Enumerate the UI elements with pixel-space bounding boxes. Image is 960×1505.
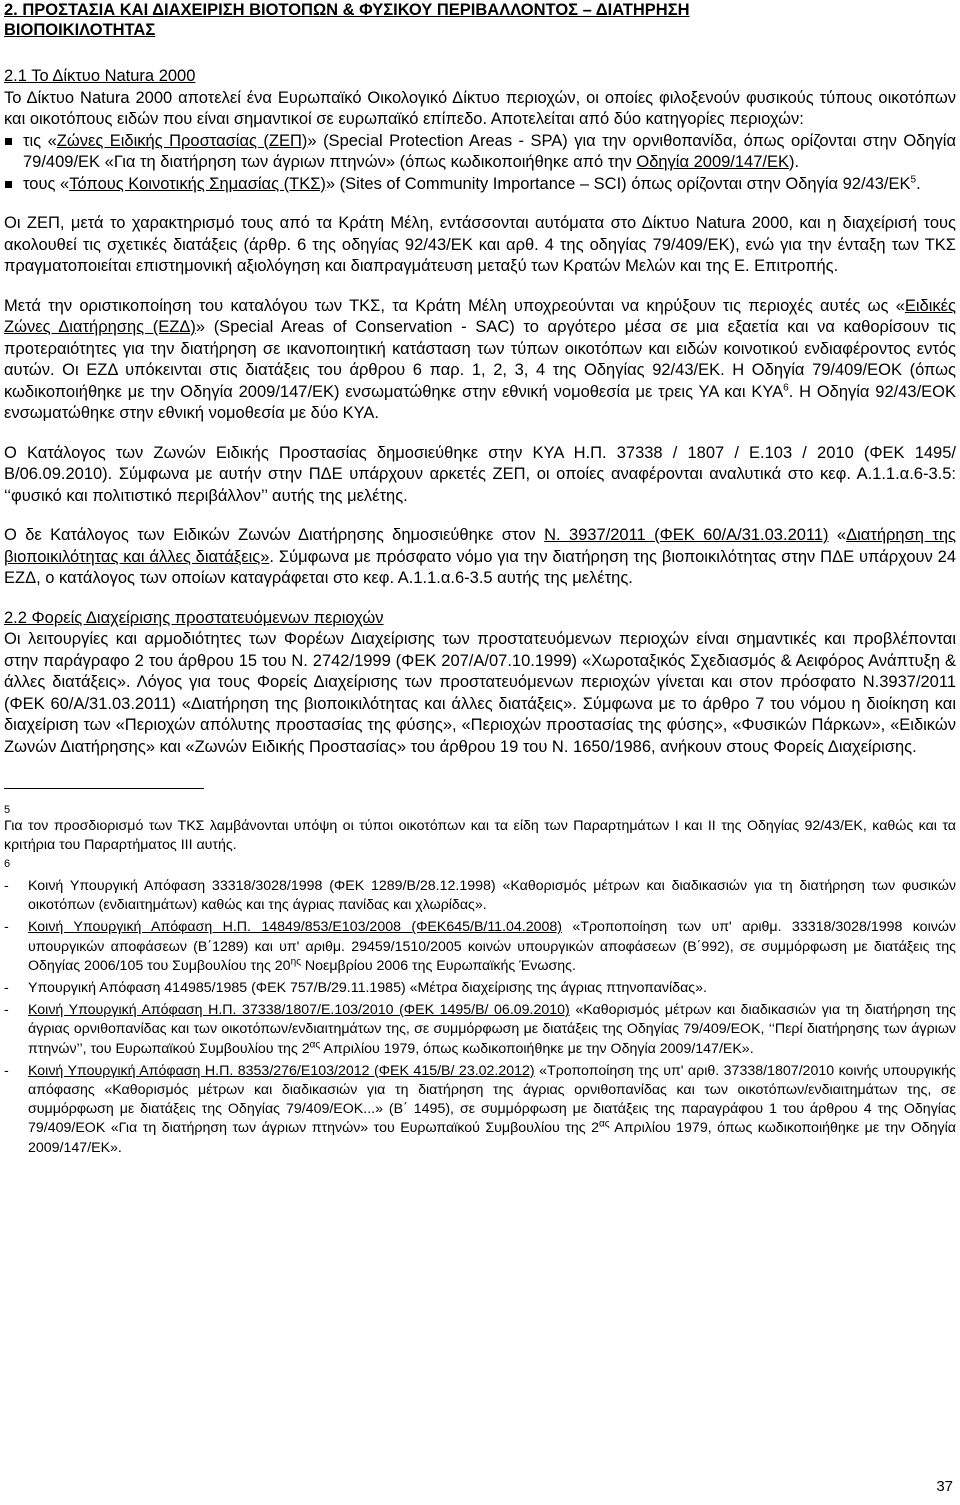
link-law-3937-2011[interactable]: Ν. 3937/2011 (ΦΕΚ 60/Α/31.03.2011) [544, 526, 829, 544]
link-kya-8353[interactable]: Κοινή Υπουργική Απόφαση Η.Π. 8353/276/Ε103/2012 (ΦΕΚ 415/Β/ 23.02.2012) [28, 1062, 535, 1079]
footnote-5-text: Για τον προσδιορισμό των ΤΚΣ λαμβάνονται υπόψη οι τύποι οικοτόπων και τα είδη των Παραρτημάτων Ι και ΙΙ της Οδηγίας 92/43/ΕΚ, καθώς και τα κριτήρια του Παραρτήματος ΙΙΙ αυτής. [4, 818, 956, 853]
footnote-6-item: - Κοινή Υπουργική Απόφαση 33318/3028/1998 (ΦΕΚ 1289/Β/28.12.1998) «Καθορισμός μέτρων και διαδικασιών για τη διατήρηση των φυσικών οικοτόπων (ενδιαιτημάτων) καθώς και της άγριας πανίδας και χλωρίδας». [4, 878, 956, 914]
ezd-catalog-paragraph: Ο δε Κατάλογος των Ειδικών Ζωνών Διατήρησης δημοσιεύθηκε στον Ν. 3937/2011 (ΦΕΚ 60/Α/31.03.2011) «Διατήρηση της βιοποικιλότητας και άλλες διατάξεις». Σύμφωνα με πρόσφατο νόμο για την διατήρηση της βιοποικιλότητας στην ΠΔΕ υπάρχουν 24 ΕΖΔ, ο κατάλογος των οποίων καταγράφεται στο κεφ. Α.1.1.α.6-3.5 αυτής της μελέτης. [4, 526, 957, 587]
footnote-6-item: - Κοινή Υπουργική Απόφαση Η.Π. 37338/1807/Ε.103/2010 (ΦΕΚ 1495/Β/ 06.09.2010) «Καθορισμός μέτρων και διαδικασιών για τη διατήρηση της άγριας ορνιθοπανίδας και των οικοτόπων/ενδιαιτημάτων της, σε συμμόρφωση με διατάξεις της Οδηγίας 79/409/ΕΟΚ, ‘‘Περί διατήρησης των άγριων πτηνών’’, του Ευρωπαϊκού Συμβουλίου της $2^{\alpha\varsigma}$ Απριλίου 1979, όπως κωδικοποιήθηκε με την Οδηγία 2009/147/ΕΚ». [4, 1002, 956, 1057]
link-directive-2009-147[interactable]: Οδηγία 2009/147/ΕΚ [636, 153, 790, 171]
bullet-square-icon [5, 138, 12, 145]
link-biodiversity-law-title[interactable]: Διατήρηση της βιοποικιλότητας και άλλες διατάξεις» [4, 526, 957, 566]
document-page [4, 0, 956, 1158]
management-bodies-paragraph: Οι λειτουργίες και αρμοδιότητες των Φορέων Διαχείρισης των προστατευόμενων περιοχών είναι σημαντικές και προβλέπονται στην παράγραφο 2 του άρθρου 15 του Ν. 2742/1999 (ΦΕΚ 207/Α/07.10.1999) «Χωροταξικός Σχεδιασμός & Αειφόρος Ανάπτυξη & άλλες διατάξεις». Λόγος για τους Φορείς Διαχείρισης των προστατευόμενων περιοχών γίνεται και στον πρόσφατο Ν.3937/2011 (ΦΕΚ 60/Α/31.03.2011) «Διατήρηση της βιοποικιλότητας και άλλες διατάξεις». Σύμφωνα με το άρθρο 7 του νόμου η διοίκηση και διαχείριση των «Περιοχών απόλυτης προστασίας της φύσης», «Περιοχών προστασίας της φύσης», «Φυσικών Πάρκων», «Ειδικών Ζωνών Διατήρησης» και «Ζωνών Ειδικής Προστασίας» του άρθρου 19 του Ν. 1650/1986, ανήκουν στους Φορείς Διαχείρισης. [4, 630, 956, 756]
chapter-heading-line-1: 2. ΠΡΟΣΤΑΣΙΑ ΚΑΙ ΔΙΑΧΕΙΡΙΣΗ ΒΙΟΤΟΠΩΝ & ΦΥΣΙΚΟΥ ΠΕΡΙΒΑΛΛΟΝΤΟΣ – ΔΙΑΤΗΡΗΣΗ [4, 1, 690, 19]
natura-intro-paragraph: Το Δίκτυο Natura 2000 αποτελεί ένα Ευρωπαϊκό Οικολογικό Δίκτυο περιοχών, οι οποίες φιλοξενούν φυσικούς τύπους οικοτόπων και οικοτόπους ειδών που είναι σημαντικοί σε ευρωπαϊκό επίπεδο. Αποτελείται από δύο κατηγορίες περιοχών: [4, 88, 956, 128]
footnote-6-item: - Υπουργική Απόφαση 414985/1985 (ΦΕΚ 757/Β/29.11.1985) «Μέτρα διαχείρισης της άγριας πτηνοπανίδας». [4, 980, 707, 997]
footnote-6-number: 6 [4, 858, 11, 870]
footnote-6-item: - Κοινή Υπουργική Απόφαση Η.Π. 8353/276/Ε103/2012 (ΦΕΚ 415/Β/ 23.02.2012) «Τροποποίηση της υπ' αριθ. 37338/1807/2010 κοινής υπουργικής απόφασης «Καθορισμός μέτρων και διαδικασιών για τη διατήρηση της άγριας ορνιθοπανίδας και των οικοτόπων/ενδιαιτημάτων της, σε συμμόρφωση με διατάξεις της Οδηγίας 79/409/ΕΟΚ...» (Β΄ 1495), σε συμμόρφωση με διατάξεις της παραγράφου 1 του άρθρου 4 της Οδηγίας 79/409/ΕΟΚ «Για τη διατήρηση των άγριων πτηνών» του Ευρωπαϊκού Συμβουλίου της $2^{\alpha\varsigma}$ Απριλίου 1979, όπως κωδικοποιήθηκε με την Οδηγία 2009/147/ΕΚ». [4, 1062, 956, 1156]
link-tks[interactable]: Τόπους Κοινοτικής Σημασίας (ΤΚΣ) [69, 174, 326, 193]
footnote-ref-6[interactable]: 6 [783, 382, 789, 393]
link-kya-37338[interactable]: Κοινή Υπουργική Απόφαση Η.Π. 37338/1807/Ε.103/2010 (ΦΕΚ 1495/Β/ 06.09.2010) [28, 1002, 570, 1019]
bullet-tks: τους «Τόπους Κοινοτικής Σημασίας (ΤΚΣ)» (Sites of Community Importance – SCI) όπως ορίζονται στην Οδηγία $92/43/EK^5$. [4, 174, 956, 196]
link-zep[interactable]: Ζώνες Ειδικής Προστασίας (ΖΕΠ) [56, 131, 308, 150]
zep-catalog-paragraph: Ο Κατάλογος των Ζωνών Ειδικής Προστασίας δημοσιεύθηκε στην ΚΥΑ Η.Π. 37338 / 1807 / Ε.103 / 2010 (ΦΕΚ 1495/Β/06.09.2010). Σύμφωνα με αυτήν στην ΠΔΕ υπάρχουν αρκετές ΖΕΠ, οι οποίες αναφέρονται αναλυτικά στο κεφ. Α.1.1.α.6-3.5: ‘‘φυσικό και πολιτιστικό περιβάλλον’’ αυτής της μελέτης. [4, 443, 956, 505]
bullet-zep: τις «Ζώνες Ειδικής Προστασίας (ΖΕΠ)» (Special Protection Areas - SPA) για την ορνιθοπανίδα, όπως ορίζονται στην Οδηγία 79/409/ΕΚ «Για τη διατήρηση των άγριων πτηνών» (όπως κωδικοποιήθηκε από την Οδηγία 2009/147/ΕΚ). [4, 131, 956, 174]
section-2-1-title: 2.1 Το Δίκτυο Natura 2000 [4, 67, 196, 85]
footnote-separator [4, 788, 204, 789]
footnote-6-item: - Κοινή Υπουργική Απόφαση Η.Π. 14849/853/Ε103/2008 (ΦΕΚ645/Β/11.04.2008) «Τροποποίηση των υπ' αριθμ. 33318/3028/1998 κοινών υπουργικών αποφάσεων (Β΄1289) και υπ' αριθμ. 29459/1510/2005 κοινών υπουργικών αποφάσεων (Β΄992), σε συμμόρφωση με διατάξεις της Οδηγίας 2006/105 του Συμβουλίου της $20^{\eta\varsigma}$ Νοεμβρίου 2006 της Ευρωπαϊκής Ένωσης. [4, 919, 956, 974]
bullet-square-icon [5, 181, 12, 188]
section-2-2-title: 2.2 Φορείς Διαχείρισης προστατευόμενων περιοχών [4, 608, 384, 627]
chapter-heading [4, 0, 956, 40]
link-kya-14849[interactable]: Κοινή Υπουργική Απόφαση Η.Π. 14849/853/Ε103/2008 (ΦΕΚ645/Β/11.04.2008) [28, 919, 563, 936]
footnote-ref-5[interactable]: 5 [910, 174, 917, 185]
ezd-paragraph: Μετά την οριστικοποίηση του καταλόγου των ΤΚΣ, τα Κράτη Μέλη υποχρεούνται να κηρύξουν τις περιοχές αυτές ως «Ειδικές Ζώνες Διατήρησης (ΕΖΔ)» (Special Areas of Conservation - SAC) το αργότερο μέσα σε μια εξαετία και να καθορίσουν τις προτεραιότητες για την διατήρηση σε ικανοποιητική κατάσταση των τύπων οικοτόπων και ειδών κοινοτικού ενδιαφέροντος εντός αυτών. Οι ΕΖΔ υπόκεινται στις διατάξεις του άρθρου 6 παρ. 1, 2, 3, 4 της Οδηγίας 92/43/ΕΚ. Η Οδηγία 79/409/ΕΟΚ (όπως κωδικοποιήθηκε με την Οδηγία 2009/147/ΕΚ) ενσωματώθηκε στην εθνική νομοθεσία με τρεις ΥΑ και ΚΥΑ$^6$. Η Οδηγία 92/43/ΕΟΚ ενσωματώθηκε στην εθνική νομοθεσία με δύο ΚΥΑ. [4, 296, 957, 422]
chapter-heading-line-2: ΒΙΟΠΟΙΚΙΛΟΤΗΤΑΣ [4, 21, 156, 39]
link-ezd[interactable]: Ειδικές Ζώνες Διατήρησης (ΕΖΔ) [4, 296, 956, 336]
page-number: 37 [936, 1478, 953, 1495]
zep-paragraph: Οι ΖΕΠ, μετά το χαρακτηρισμό τους από τα Κράτη Μέλη, εντάσσονται αυτόματα στο Δίκτυο Natura 2000, και η διαχείρισή τους ακολουθεί τις σχετικές διατάξεις (άρθρ. 6 της οδηγίας 92/43/ΕΚ και αρθ. 4 της οδηγίας 79/409/ΕΚ), ενώ για την ένταξη των ΤΚΣ πραγματοποιείται επιστημονική αξιολόγηση και διαπραγμάτευση μεταξύ των Κρατών Μελών και της Ε. Επιτροπής. [4, 214, 956, 275]
footnote-5-number: 5 [4, 804, 11, 816]
